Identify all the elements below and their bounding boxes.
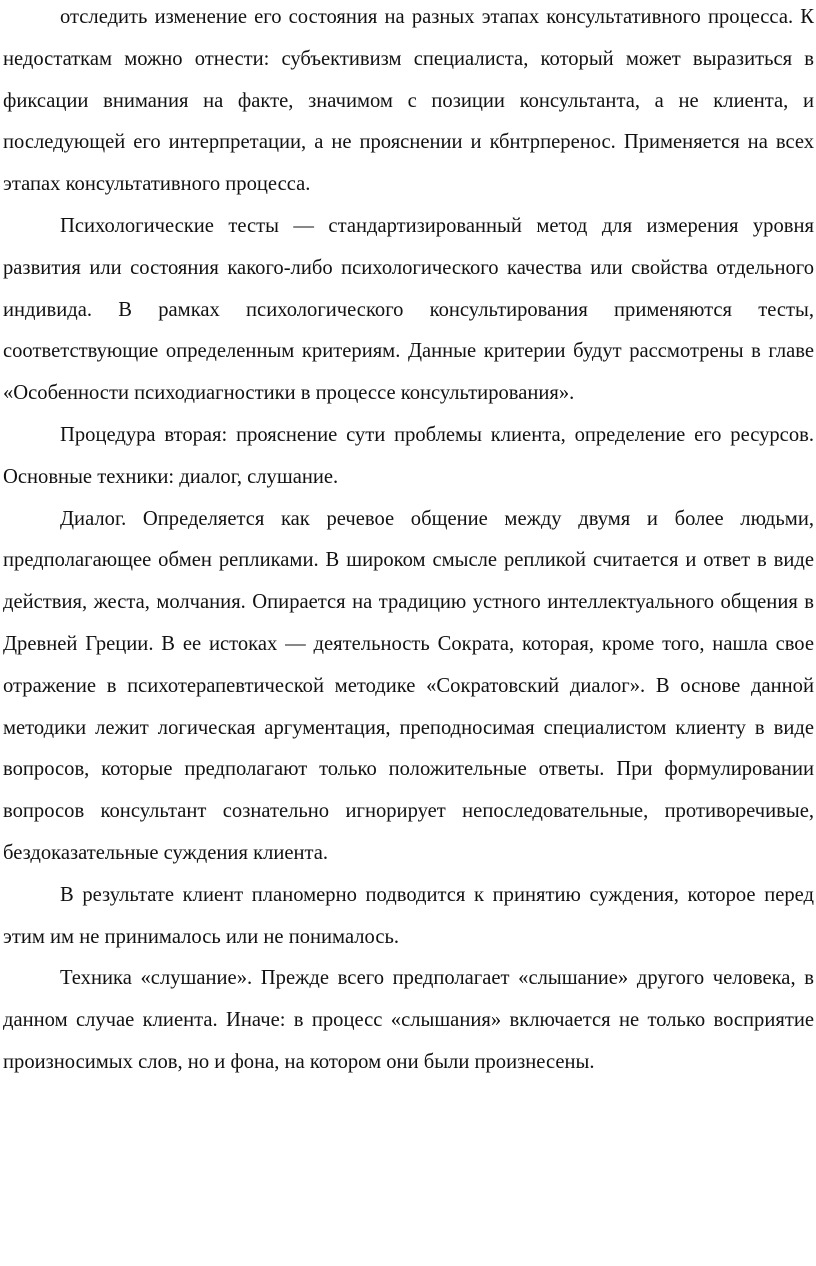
paragraph-listening-technique: Техника «слушание». Прежде всего предполагает «слышание» другого человека, в данном случае клиента. Иначе: в процесс «слышания» включается не только восприятие произносимых слов, но и фона, на котором они были произнесены. bbox=[3, 967, 814, 1073]
paragraph-procedure-two: Процедура вторая: прояснение сути проблемы клиента, определение его ресурсов. Основные техники: диалог, слушание. bbox=[3, 423, 814, 488]
paragraph-dialogue: Диалог. Определяется как речевое общение между двумя и более людьми, предполагающее обмен репликами. В широком смысле репликой считается и ответ в виде действия, жеста, молчания. Опирается на традицию устного интеллектуального общения в Древней Греции. В ее истоках — деятельность Сократа, которая, кроме того, нашла свое отражение в психотерапевтической методике «Сократовский диалог». В основе данной методики лежит логическая аргументация, преподносимая специалистом клиенту в виде вопросов, которые предполагают только положительные ответы. При формулировании вопросов консультант сознательно игнорирует непоследовательные, противоречивые, бездоказательные суждения клиента. bbox=[3, 507, 814, 864]
paragraph-result: В результате клиент планомерно подводится к принятию суждения, которое перед этим им не принималось или не понималось. bbox=[3, 883, 814, 948]
paragraph-observation-continued: отследить изменение его состояния на разных этапах консультативного процесса. К недостаткам можно отнести: субъективизм специалиста, который может выразиться в фиксации внимания на факте, значимом с позиции консультанта, а не клиента, и последующей его интерпретации, а не прояснении и кбнтрперенос. Применяется на всех этапах консультативного процесса. bbox=[3, 6, 814, 196]
paragraph-psychological-tests: Психологические тесты — стандартизированный метод для измерения уровня развития или состояния какого-либо психологического качества или свойства отдельного индивида. В рамках психологического консультирования применяются тесты, соответствующие определенным критериям. Данные критерии будут рассмотрены в главе «Особенности психодиагностики в процессе консультирования». bbox=[3, 214, 814, 405]
